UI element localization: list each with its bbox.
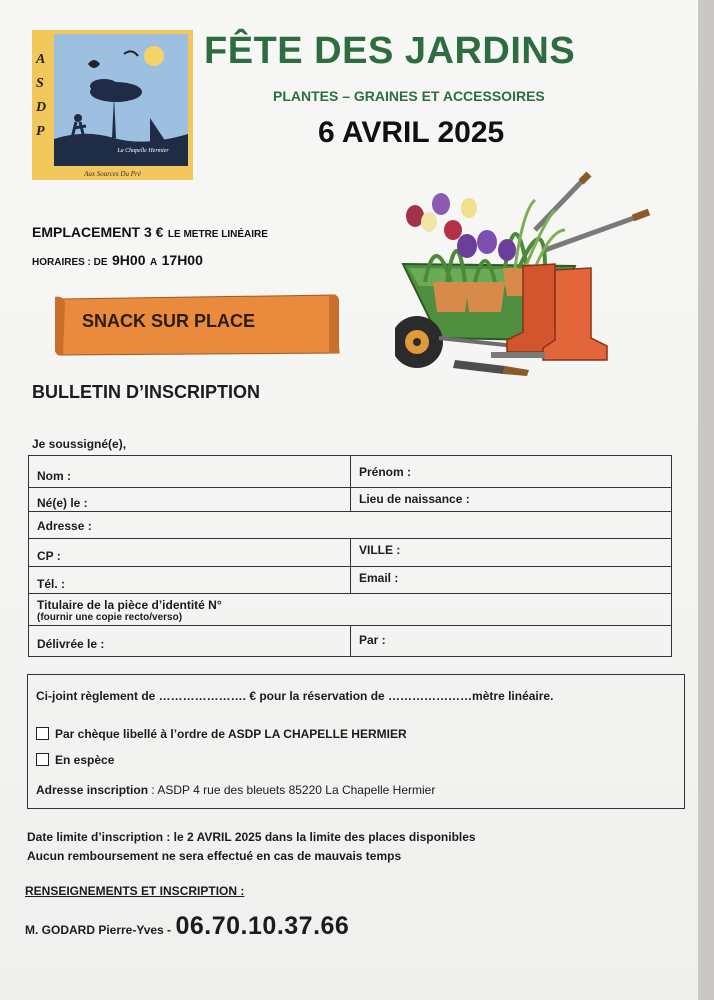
pricing-line: [32, 224, 268, 242]
logo-place-name: La Chapelle Hermier: [117, 148, 169, 154]
cheque-label: Par chèque libellé à l’ordre de ASDP LA CHAPELLE HERMIER: [55, 727, 407, 741]
asdp-logo: [32, 30, 193, 180]
hours-start: 9H00: [112, 252, 146, 268]
contact-name: M. GODARD Pierre-Yves -: [25, 923, 172, 937]
pricing-amount: EMPLACEMENT 3 €: [32, 224, 164, 240]
logo-letter: P: [36, 124, 45, 139]
postal-code-field[interactable]: CP :: [29, 539, 351, 566]
deadline-notice: Date limite d’inscription : le 2 AVRIL 2025 dans la limite des places disponibles: [27, 830, 476, 844]
cash-option[interactable]: [36, 753, 114, 767]
issued-date-field[interactable]: Délivrée le :: [29, 626, 351, 656]
logo-picture: [54, 34, 188, 166]
payment-box: [27, 674, 685, 809]
form-title: BULLETIN D’INSCRIPTION: [32, 382, 260, 402]
pricing-unit: LE METRE LINÉAIRE: [167, 229, 268, 240]
registration-form-table: [28, 455, 672, 657]
phone-field[interactable]: Tél. :: [29, 567, 351, 593]
contact-line: [25, 912, 349, 941]
event-title: FÊTE DES JARDINS: [204, 30, 576, 72]
refund-notice: Aucun remboursement ne sera effectué en cas de mauvais temps: [27, 849, 402, 863]
contact-heading: RENSEIGNEMENTS ET INSCRIPTION :: [25, 884, 245, 898]
email-field[interactable]: Email :: [359, 571, 399, 585]
event-subtitle: PLANTES – GRAINES ET ACCESSOIRES: [273, 88, 545, 104]
hours-line: [32, 252, 203, 270]
logo-letters: [36, 48, 52, 144]
logo-letter: A: [36, 52, 46, 67]
form-row-birth: [29, 488, 671, 512]
event-date: 6 AVRIL 2025: [318, 116, 505, 149]
form-intro: Je soussigné(e),: [32, 437, 127, 451]
logo-letter: D: [36, 100, 47, 115]
form-row-id: [29, 594, 671, 626]
form-row-contact: [29, 567, 671, 594]
hours-prefix: HORAIRES : DE: [32, 257, 108, 268]
payment-line: Ci-joint règlement de …………………. € pour la réservation de …………………mètre linéaire.: [36, 689, 554, 703]
id-number-field[interactable]: Titulaire de la pièce d’identité N° (fournir une copie recto/verso): [37, 598, 222, 623]
hours-separator: A: [149, 257, 158, 268]
nom-field[interactable]: Nom :: [29, 456, 351, 487]
background-edge: [698, 0, 714, 1000]
logo-letter: S: [36, 76, 44, 91]
cash-checkbox[interactable]: [36, 753, 49, 766]
form-row-address: [29, 512, 671, 539]
form-row-name: [29, 456, 671, 488]
birthplace-field[interactable]: Lieu de naissance :: [359, 492, 470, 506]
cash-label: En espèce: [55, 753, 115, 767]
cheque-checkbox[interactable]: [36, 727, 49, 740]
form-row-city: [29, 539, 671, 567]
address-field[interactable]: Adresse :: [37, 519, 92, 533]
form-row-issued: [29, 626, 671, 656]
logo-caption: Aux Sources Du Pré: [84, 170, 141, 178]
cheque-option[interactable]: [36, 727, 407, 741]
birthdate-field[interactable]: Né(e) le :: [29, 488, 351, 511]
registration-address-value: : ASDP 4 rue des bleuets 85220 La Chapelle Hermier: [151, 783, 436, 797]
prenom-field[interactable]: Prénom :: [359, 465, 412, 479]
snack-label: SNACK SUR PLACE: [82, 311, 256, 331]
city-field[interactable]: VILLE :: [359, 543, 401, 557]
wheelbarrow-illustration: [395, 170, 665, 385]
registration-address-label: Adresse inscription: [36, 783, 149, 797]
registration-address: [36, 783, 435, 797]
hours-end: 17H00: [161, 252, 203, 268]
contact-phone: 06.70.10.37.66: [175, 912, 350, 940]
issued-by-field[interactable]: Par :: [359, 633, 386, 647]
